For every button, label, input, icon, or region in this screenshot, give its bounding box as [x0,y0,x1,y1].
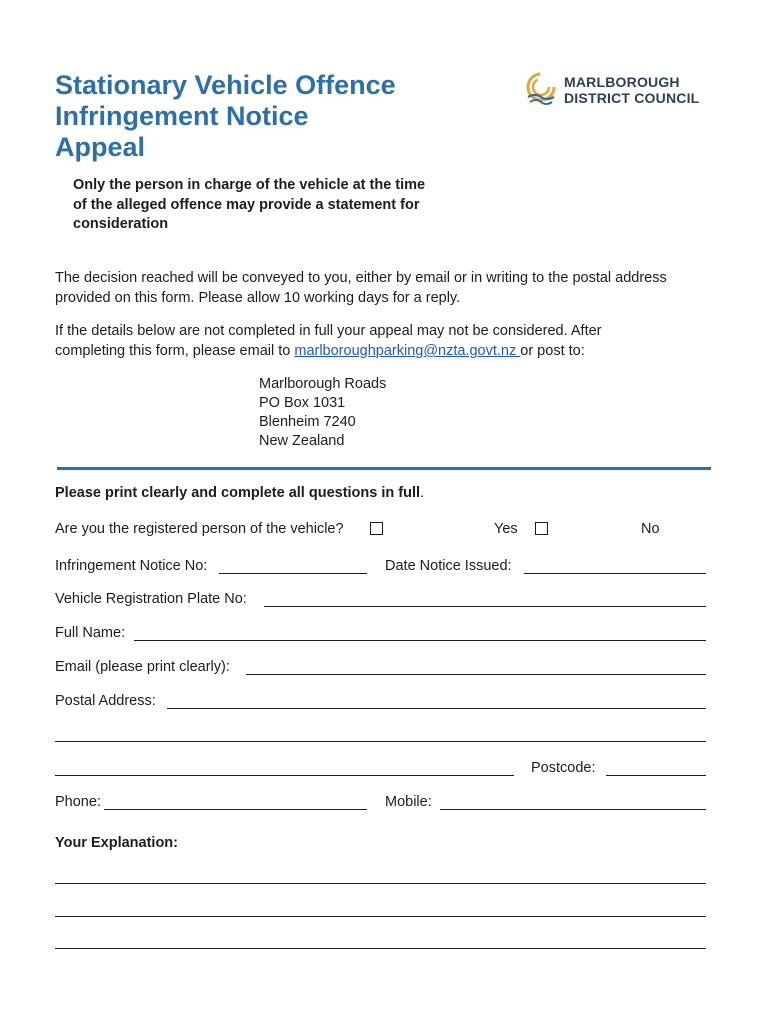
details-line-1: If the details below are not completed in full your appeal may not be considered. After [55,323,602,339]
email-link[interactable]: marlboroughparking@nzta.govt.nz [294,343,521,359]
explanation-line-1[interactable] [55,883,706,884]
details-paragraph [55,321,725,361]
postal-address-label: Postal Address: [55,693,156,709]
no-checkbox[interactable] [535,522,548,535]
title-line-2: Infringement Notice [55,101,309,131]
postcode-field[interactable] [606,775,706,776]
details-line-2-end: or post to: [520,343,585,359]
title-line-1: Stationary Vehicle Offence [55,70,396,100]
postal-address-field-3[interactable] [55,775,514,776]
vehicle-plate-label: Vehicle Registration Plate No: [55,591,247,607]
postal-address-field-2[interactable] [55,741,706,742]
address-line-4: New Zealand [259,433,345,449]
vehicle-plate-field[interactable] [264,606,706,607]
yes-checkbox[interactable] [370,522,383,535]
decision-line-2: provided on this form. Please allow 10 working days for a reply. [55,290,461,306]
intro-line-2: of the alleged offence may provide a statement for [73,196,420,213]
registered-question: Are you the registered person of the vehicle? [55,521,344,537]
instructions-text: Please print clearly and complete all questions in full [55,485,421,501]
details-line-2-start: completing this form, please email to [55,343,295,359]
full-name-field[interactable] [134,640,706,641]
address-line-3: Blenheim 7240 [259,414,356,430]
intro-note [73,176,493,235]
explanation-heading: Your Explanation: [55,835,178,851]
postcode-label: Postcode: [531,760,596,776]
title-line-3: Appeal [55,132,146,162]
infringement-no-field[interactable] [219,573,367,574]
instructions [55,485,424,501]
phone-label: Phone: [55,794,101,810]
logo-line-1: MARLBOROUGH [564,74,680,90]
yes-label: Yes [494,521,518,537]
phone-field[interactable] [104,809,367,810]
infringement-no-label: Infringement Notice No: [55,558,208,574]
postal-address-block [259,375,386,451]
details-line-2 [55,341,725,361]
postal-address-field-1[interactable] [167,708,706,709]
intro-line-1: Only the person in charge of the vehicle at the time [73,177,426,193]
mobile-label: Mobile: [385,794,432,810]
page-title [55,70,475,163]
full-name-label: Full Name: [55,625,126,641]
address-line-2: PO Box 1031 [259,395,346,411]
intro-line-3: consideration [73,216,169,232]
council-swirl-logo-icon [524,70,558,108]
email-label: Email (please print clearly): [55,659,230,675]
date-issued-field[interactable] [524,573,706,574]
mobile-field[interactable] [440,809,706,810]
no-label: No [641,521,660,537]
council-logo [524,70,724,110]
explanation-line-2[interactable] [55,916,706,917]
explanation-line-3[interactable] [55,948,706,949]
instructions-period: . [420,485,425,501]
decision-line-1: The decision reached will be conveyed to you, either by email or in writing to the postal address [55,270,667,286]
decision-paragraph [55,268,725,308]
email-field[interactable] [246,674,706,675]
logo-line-2: DISTRICT COUNCIL [564,90,700,106]
address-line-1: Marlborough Roads [259,376,387,392]
section-divider [57,467,711,470]
date-issued-label: Date Notice Issued: [385,558,512,574]
